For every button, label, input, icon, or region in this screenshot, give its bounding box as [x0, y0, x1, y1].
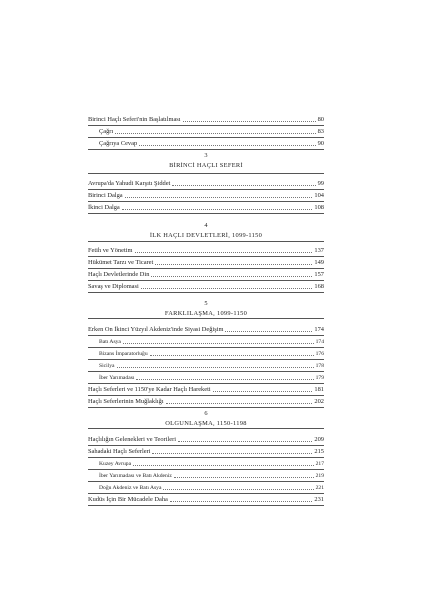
chapter-title: OLGUNLAŞMA, 1150-1198: [165, 420, 247, 427]
toc-entry[interactable]: [88, 114, 324, 124]
dot-leader: [150, 354, 314, 356]
dot-leader: [139, 144, 315, 146]
dot-leader: [125, 196, 313, 198]
toc-entry[interactable]: [88, 324, 324, 334]
chapter-number: 5: [204, 300, 208, 307]
entry-title: Kudüs İçin Bir Mücadele Daha: [88, 496, 168, 503]
toc-entry[interactable]: [88, 494, 324, 504]
dot-leader: [170, 500, 313, 502]
dot-leader: [174, 476, 314, 478]
chapter-number: 6: [204, 410, 208, 417]
chapter-rule: [88, 241, 324, 242]
dot-leader: [166, 402, 313, 404]
toc-entry[interactable]: [88, 257, 324, 267]
dot-leader: [213, 390, 313, 392]
entry-rule: [88, 149, 324, 150]
page-number: 202: [314, 398, 324, 405]
toc-entry[interactable]: [88, 245, 324, 255]
entry-title: Doğu Akdeniz ve Batı Asya: [99, 485, 162, 491]
toc-subentry[interactable]: [99, 470, 324, 480]
entry-title: Kuzey Avrupa: [99, 461, 132, 467]
page-number: 80: [317, 116, 324, 123]
page-number: 157: [314, 271, 324, 278]
page-number: 231: [314, 496, 324, 503]
toc-entry[interactable]: [88, 446, 324, 456]
dot-leader: [155, 263, 312, 265]
entry-title: Avrupa'da Yahudi Karşıtı Şiddet: [88, 180, 171, 187]
toc-subentry[interactable]: [99, 126, 324, 136]
dot-leader: [183, 120, 316, 122]
toc-entry[interactable]: [88, 269, 324, 279]
entry-title: Erken On İkinci Yüzyıl Akdeniz'inde Siyasi Değişim: [88, 326, 224, 333]
dot-leader: [122, 208, 313, 210]
toc-subentry[interactable]: [99, 336, 324, 346]
dot-leader: [163, 488, 313, 490]
entry-rule: [88, 213, 324, 214]
dot-leader: [115, 132, 315, 134]
entry-title: Haçlılığın Gelenekleri ve Teorileri: [88, 436, 176, 443]
chapter-rule: [88, 318, 324, 319]
entry-title: İber Yarımadası: [99, 375, 135, 381]
toc-entry[interactable]: [88, 190, 324, 200]
toc-subentry[interactable]: [99, 138, 324, 148]
entry-title: Batı Asya: [99, 339, 121, 345]
entry-title: Haçlı Seferleri ve 1150'ye Kadar Haçlı Hareketi: [88, 386, 211, 393]
dot-leader: [117, 366, 314, 368]
page-number: 174: [314, 326, 324, 333]
dot-leader: [172, 184, 315, 186]
page-number: 179: [315, 375, 324, 381]
dot-leader: [123, 342, 314, 344]
chapter-rule: [88, 173, 324, 174]
toc-subentry[interactable]: [99, 372, 324, 382]
entry-title: Bizans İmparatorluğu: [99, 351, 148, 357]
chapter-number: 3: [204, 152, 208, 159]
entry-title: Sahadaki Haçlı Seferleri: [88, 448, 151, 455]
page-number: 215: [314, 448, 324, 455]
dot-leader: [178, 440, 312, 442]
chapter-title: İLK HAÇLI DEVLETLERİ, 1099-1150: [149, 232, 263, 239]
dot-leader: [225, 330, 312, 332]
entry-rule: [88, 292, 324, 293]
page-number: 104: [314, 192, 324, 199]
page-number: 83: [317, 128, 324, 135]
chapter-rule: [88, 428, 324, 429]
toc-entry[interactable]: [88, 281, 324, 291]
page-number: 181: [314, 386, 324, 393]
entry-title: Haçlı Devletlerinde Din: [88, 271, 150, 278]
entry-title: Sicilya: [99, 363, 115, 369]
page-number: 174: [315, 339, 324, 345]
entry-title: Çağrıya Cevap: [99, 140, 138, 147]
dot-leader: [141, 287, 313, 289]
page-number: 149: [314, 259, 324, 266]
toc-entry[interactable]: [88, 384, 324, 394]
entry-title: İber Yarımadası ve Batı Akdeniz: [99, 473, 172, 479]
page-number: 168: [314, 283, 324, 290]
page-number: 99: [317, 180, 324, 187]
entry-title: Birinci Dalga: [88, 192, 123, 199]
page-number: 219: [315, 473, 324, 479]
dot-leader: [135, 251, 313, 253]
entry-title: Hükümet Tarzı ve Ticaret: [88, 259, 154, 266]
entry-title: İkinci Dalga: [88, 204, 120, 211]
toc-subentry[interactable]: [99, 360, 324, 370]
page-number: 209: [314, 436, 324, 443]
dot-leader: [152, 452, 312, 454]
chapter-title: FARKLILAŞMA, 1099-1150: [164, 310, 248, 317]
entry-title: Haçlı Seferlerinin Muğlaklığı: [88, 398, 164, 405]
dot-leader: [133, 464, 314, 466]
page-number: 221: [315, 485, 324, 491]
entry-title: Fetih ve Yönetim: [88, 247, 133, 254]
page-number: 137: [314, 247, 324, 254]
page-number: 178: [315, 363, 324, 369]
toc-subentry[interactable]: [99, 348, 324, 358]
toc-entry[interactable]: [88, 202, 324, 212]
toc-subentry[interactable]: [99, 482, 324, 492]
page-number: 217: [315, 461, 324, 467]
page-number: 90: [317, 140, 324, 147]
toc-subentry[interactable]: [99, 458, 324, 468]
chapter-number: 4: [204, 222, 208, 229]
page-number: 176: [315, 351, 324, 357]
page-number: 108: [314, 204, 324, 211]
toc-entry[interactable]: [88, 396, 324, 406]
entry-title: Birinci Haçlı Seferi'nin Başlatılması: [88, 116, 181, 123]
entry-title: Savaş ve Diplomasi: [88, 283, 139, 290]
dot-leader: [151, 275, 312, 277]
toc-entry[interactable]: [88, 434, 324, 444]
entry-rule: [88, 505, 324, 506]
chapter-title: BİRİNCİ HAÇLI SEFERİ: [169, 162, 243, 169]
entry-title: Çağrı: [99, 128, 114, 135]
toc-entry[interactable]: [88, 178, 324, 188]
entry-rule: [88, 407, 324, 408]
dot-leader: [136, 378, 313, 380]
